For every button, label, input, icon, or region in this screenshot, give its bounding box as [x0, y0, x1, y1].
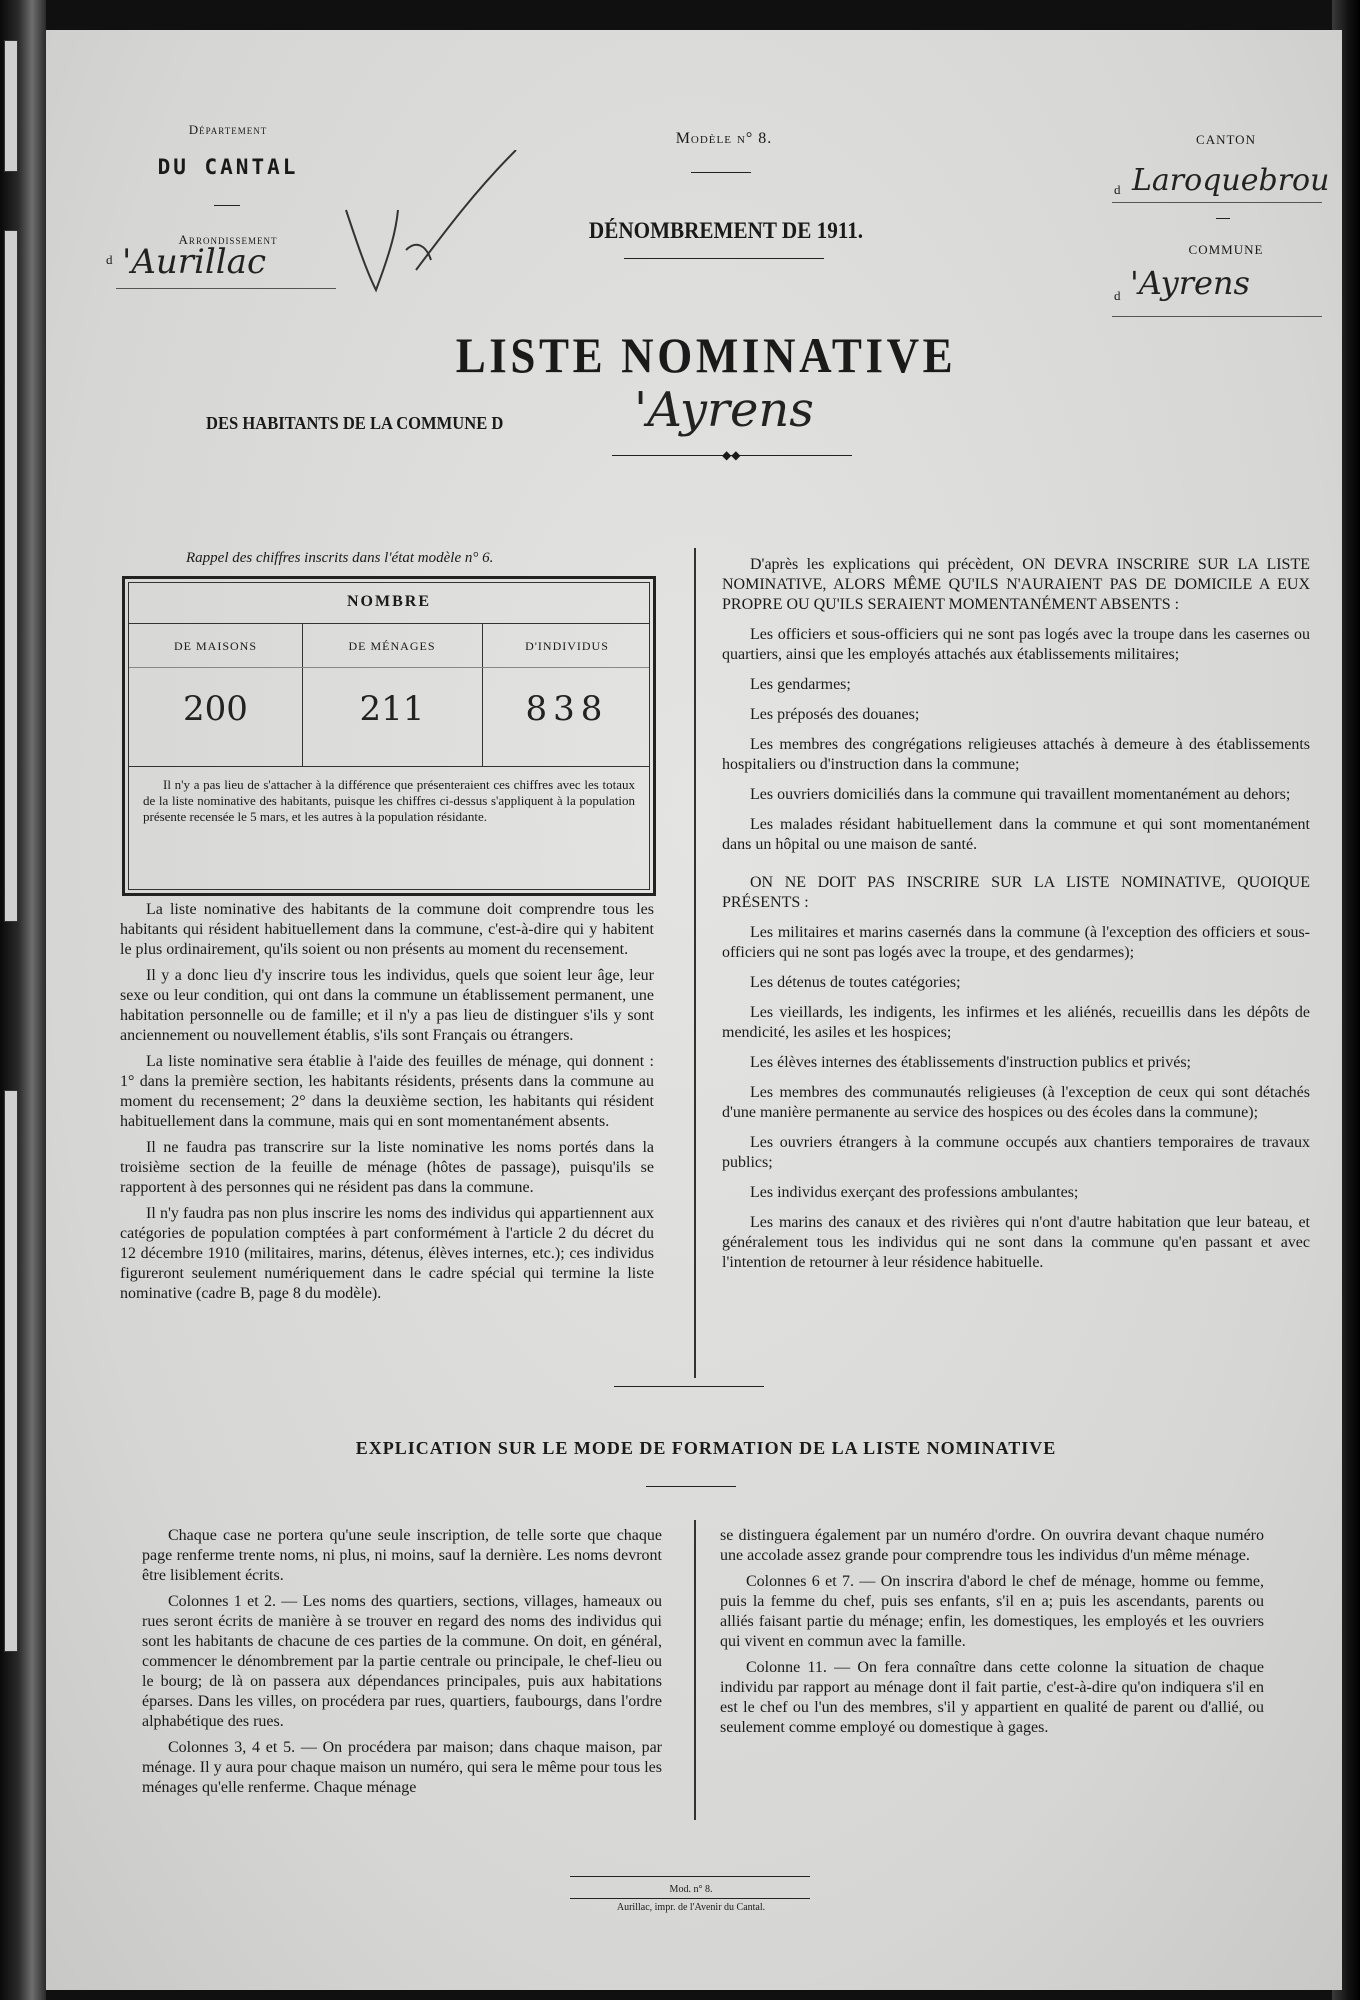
explication-left [142, 1526, 662, 1804]
divider [614, 1386, 764, 1387]
list-item: Les individus exerçant des professions ambulantes; [750, 1184, 1079, 1201]
ne-doit-heading: ON NE DOIT PAS INSCRIRE SUR LA LISTE NOMINATIVE, QUOIQUE PRÉSENTS : [722, 874, 1310, 911]
divider [646, 1486, 736, 1487]
commune-subtitle: DES HABITANTS DE LA COMMUNE D [206, 413, 504, 433]
department-label: Département [188, 122, 268, 137]
denombrement-title: DÉNOMBREMENT DE 1911. [588, 218, 864, 243]
column-divider [694, 548, 696, 1378]
list-item: Les ouvriers domiciliés dans la commune qui travaillent momentanément au dehors; [750, 786, 1291, 803]
handwritten-annotation [336, 150, 536, 310]
binding-strip [4, 1090, 18, 1652]
explication-title: EXPLICATION SUR LE MODE DE FORMATION DE LA LISTE NOMINATIVE [355, 1438, 1057, 1458]
department-name: DU CANTAL [157, 155, 299, 179]
col-menages-label: DE MÉNAGES [348, 639, 436, 653]
paragraph: Chaque case ne portera qu'une seule inscription, de telle sorte que chaque page renferme trente noms, ni plus, ni moins, sauf la dernière. Les noms devront être lisiblement écrits. [142, 1527, 662, 1584]
paragraph: La liste nominative sera établie à l'aide des feuilles de ménage, qui donnent : 1° dans la première section, les habitants résidents, présents dans la commune au moment du recensement; 2° dans la deuxième section, les habitants qui résident habituellement dans la commune, mais qui en sont momentanément absents. [120, 1053, 654, 1130]
commune-subtitle-value: 'Ayrens [634, 382, 814, 438]
paragraph: se distinguera également par un numéro d'ordre. On ouvrira devant chaque numéro une accolade assez grande pour comprendre tous les individus d'un même ménage. [720, 1527, 1264, 1564]
rappel-box [122, 576, 656, 896]
list-item: Les officiers et sous-officiers qui ne sont pas logés avec la troupe dans les casernes ou quartiers, ainsi que les employés attachés aux établissements militaires; [722, 626, 1310, 663]
paragraph: Colonne 11. — On fera connaître dans cette colonne la situation de chaque individu par rapport au ménage dont il fait partie, c'est-à-dire qu'on indiquera s'il en est le chef ou l'un des membres, s'il y appartient en qualité de parent ou d'allié, ou seulement comme employé ou domestique à gages. [720, 1659, 1264, 1736]
left-column [120, 900, 654, 1310]
canton-label: CANTON [1196, 132, 1256, 147]
list-item: Les militaires et marins casernés dans la commune (à l'exception des officiers et sous-officiers qui ne sont pas logés avec la troupe, et des gendarmes); [722, 924, 1310, 961]
list-item: Les malades résidant habituellement dans la commune et qui sont momentanément dans un hôpital ou une maison de santé. [722, 816, 1310, 853]
model-number: Modèle n° 8. [675, 130, 773, 147]
divider [116, 288, 336, 289]
footer-printer: Aurillac, impr. de l'Avenir du Cantal. [616, 1902, 766, 1913]
right-intro: D'après les explications qui précèdent, ON DEVRA INSCRIRE SUR LA LISTE NOMINATIVE, ALORS MÊME QU'ILS N'AURAIENT PAS DE DOMICILE A EUX PROPRE OU QU'ILS SERAIENT MOMENTANÉMENT ABSENTS : [722, 556, 1310, 613]
list-item: Les marins des canaux et des rivières qui n'ont d'autre habitation que leur bateau, et généralement tous les individus qui ne sont dans la commune qu'en passant et avec l'intention de retourner à leur résidence habituelle. [722, 1214, 1310, 1271]
divider [1112, 316, 1322, 317]
list-item: Les élèves internes des établissements d'instruction publics et privés; [750, 1054, 1191, 1071]
list-item: Les membres des communautés religieuses (à l'exception de ceux qui sont détachés d'une manière permanente au service des hospices ou des écoles dans la commune); [722, 1084, 1310, 1121]
binding-strip [4, 230, 18, 922]
right-column [722, 555, 1310, 1283]
canton-prefix: d [1114, 182, 1121, 197]
paragraph: Colonnes 1 et 2. — Les noms des quartiers, sections, villages, hameaux ou rues seront écrits de manière à se trouver en regard des noms des individus qui sont les habitants de chacune de ces parties de la commune. On doit, en général, commencer le dénombrement par la partie centrale ou principale, le chef-lieu ou le bourg; de là on passera aux dépendances principales, puis aux habitations éparses. Dans les villes, on procédera par rues, quartiers, faubourgs, dans l'ordre alphabétique des rues. [142, 1593, 662, 1730]
list-item: Les vieillards, les indigents, les infirmes et les aliénés, recueillis dans les dépôts de mendicité, les asiles et les hospices; [722, 1004, 1310, 1041]
explication-right [720, 1526, 1264, 1744]
paragraph: La liste nominative des habitants de la commune doit comprendre tous les habitants qui résident habituellement dans la commune, c'est-à-dire qui y habitent le plus ordinairement, qu'ils soient ou non présents au moment du recensement. [120, 901, 654, 958]
paragraph: Il n'y faudra pas non plus inscrire les noms des individus qui appartiennent aux catégories de population comptées à part conformément à l'article 2 du décret du 12 décembre 1910 (militaires, marins, détenus, élèves internes, etc.); ces individus figureront seulement numériquement dans le cadre spécial qui termine la liste nominative (cadre B, page 8 du modèle). [120, 1205, 654, 1302]
column-divider [694, 1520, 696, 1820]
col-maisons-label: DE MAISONS [173, 639, 257, 653]
divider [214, 205, 240, 206]
commune-label: COMMUNE [1188, 242, 1264, 257]
paragraph: Il y a donc lieu d'y inscrire tous les individus, quels que soient leur âge, leur sexe ou leur condition, qui ont dans la commune un établissement permanent, une habitation personnelle ou de famille; et il n'y a pas lieu de distinguer s'ils y sont anciennement ou nouvellement établis, s'ils sont Français ou étrangers. [120, 967, 654, 1044]
paragraph: Il ne faudra pas transcrire sur la liste nominative les noms portés dans la troisième section de la feuille de ménage (hôtes de passage), puisqu'ils se rapportent à des personnes qui ne résident pas dans la commune. [120, 1139, 654, 1196]
divider [570, 1898, 810, 1899]
main-title: LISTE NOMINATIVE [455, 327, 957, 383]
list-item: Les membres des congrégations religieuses attachés à demeure à des établissements hospitaliers ou d'instruction dans la commune; [722, 736, 1310, 773]
individus-value: 838 [525, 689, 609, 729]
list-item: Les gendarmes; [750, 676, 851, 693]
arrondissement-label: Arrondissement [178, 232, 278, 247]
list-item: Les ouvriers étrangers à la commune occupés aux chantiers temporaires de travaux publics; [722, 1134, 1310, 1171]
maisons-value: 200 [183, 689, 248, 729]
census-page [46, 30, 1342, 1990]
left-binding [0, 0, 46, 2000]
divider [624, 258, 824, 259]
commune-value: 'Ayrens [1130, 264, 1250, 302]
menages-value: 211 [359, 689, 425, 729]
divider [691, 172, 751, 173]
rappel-caption: Rappel des chiffres inscrits dans l'état modèle n° 6. [186, 550, 494, 566]
list-item: Les détenus de toutes catégories; [750, 974, 961, 991]
divider [1112, 202, 1322, 203]
divider [1216, 218, 1230, 219]
rappel-note: Il n'y a pas lieu de s'attacher à la différence que présenteraient ces chiffres avec les totaux de la liste nominative des habitants, puisque les chiffres ci-dessus s'appliquent à la population présente recensée le 5 mars, et les autres à la population résidante. [143, 777, 635, 824]
binding-strip [4, 40, 18, 172]
nombre-header: NOMBRE [347, 593, 431, 610]
arrondissement-value: 'Aurillac [122, 242, 266, 282]
canton-value: Laroquebrou [1132, 163, 1330, 198]
col-individus-label: D'INDIVIDUS [525, 639, 609, 653]
footer-model: Mod. n° 8. [669, 1884, 713, 1895]
commune-prefix: d [1114, 288, 1121, 303]
list-item: Les préposés des douanes; [750, 706, 920, 723]
paragraph: Colonnes 6 et 7. — On inscrira d'abord le chef de ménage, homme ou femme, puis la femme du chef, puis ses enfants, s'il en a; puis les ascendants, parents ou alliés faisant partie du ménage; enfin, les domestiques, les employés et les ouvriers qui vivent en commun avec la famille. [720, 1573, 1264, 1650]
arrondissement-prefix: d [106, 252, 113, 267]
paragraph: Colonnes 3, 4 et 5. — On procédera par maison; dans chaque maison, par ménage. Il y aura pour chaque maison un numéro, qui sera le même pour tous les ménages qu'elle renferme. Chaque ménage [142, 1739, 662, 1796]
ornament-icon: ◆◆ [722, 448, 741, 462]
divider [570, 1876, 810, 1877]
